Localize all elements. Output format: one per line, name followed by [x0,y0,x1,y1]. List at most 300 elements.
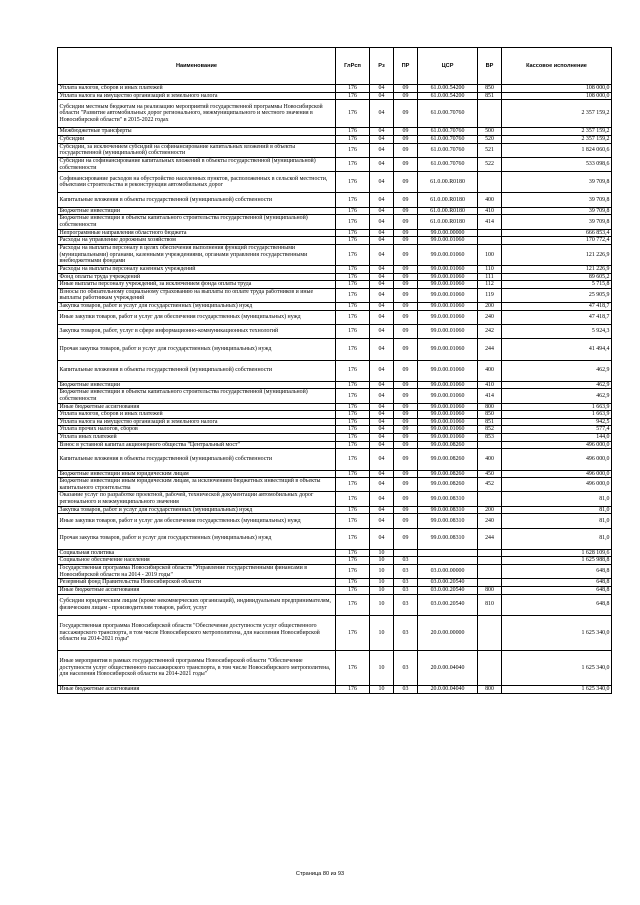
cell-pr: 03 [394,586,418,594]
cell-glrsp: 176 [336,418,370,426]
table-row [58,135,612,143]
cell-rz: 04 [370,478,394,492]
cell-rz: 10 [370,579,394,587]
cell-vr: 240 [478,514,502,528]
cell-name: Уплата налогов, сборов и иных платежей [58,85,336,93]
cell-pr: 09 [394,426,418,434]
cell-cash-execution: 121 226,9 [502,266,612,274]
cell-vr: 850 [478,85,502,93]
cell-glrsp: 176 [336,441,370,449]
cell-rz: 04 [370,237,394,245]
cell-rz: 04 [370,193,394,207]
cell-cash-execution: 942,5 [502,418,612,426]
header-rz: Рз [370,48,394,85]
cell-pr: 03 [394,615,418,650]
cell-glrsp: 176 [336,478,370,492]
cell-pr: 03 [394,557,418,565]
cell-glrsp: 176 [336,303,370,311]
cell-cash-execution: 108 000,0 [502,85,612,93]
cell-csr: 99.0.00.08260 [418,470,478,478]
cell-glrsp: 176 [336,135,370,143]
cell-csr: 99.0.00.01060 [418,237,478,245]
cell-csr: 20.0.00.00000 [418,615,478,650]
cell-pr: 09 [394,389,418,403]
cell-glrsp: 176 [336,143,370,157]
cell-cash-execution: 2 357 159,2 [502,100,612,128]
table-row [58,411,612,419]
cell-pr: 09 [394,470,418,478]
cell-vr [478,172,502,193]
table-row [58,389,612,403]
cell-rz: 04 [370,288,394,302]
cell-rz: 04 [370,143,394,157]
cell-name: Социальное обеспечение населения [58,557,336,565]
cell-rz: 10 [370,549,394,557]
cell-name: Прочая закупка товаров, работ и услуг для государственных (муниципальных) нужд [58,528,336,549]
table-row [58,586,612,594]
cell-csr: 99.0.00.01060 [418,339,478,360]
cell-vr [478,557,502,565]
cell-pr: 09 [394,207,418,215]
cell-csr: 99.0.00.08260 [418,441,478,449]
table-row [58,157,612,171]
cell-rz: 04 [370,449,394,470]
table-row [58,492,612,506]
cell-rz: 04 [370,434,394,442]
cell-pr: 09 [394,303,418,311]
table-row [58,594,612,615]
cell-name: Межбюджетные трансферты [58,128,336,136]
cell-glrsp: 176 [336,310,370,324]
cell-name: Расходы на выплаты персоналу в целях обеспечения выполнения функций государственными (муниципальными) органами, казенными учреждениями, органами управления государственными внебюджетными фондами [58,244,336,265]
cell-vr: 110 [478,266,502,274]
table-row [58,172,612,193]
table-row [58,229,612,237]
cell-csr: 99.0.00.01060 [418,411,478,419]
cell-csr: 99.0.00.01060 [418,360,478,381]
cell-cash-execution: 496 000,0 [502,478,612,492]
table-row [58,273,612,281]
cell-rz: 04 [370,389,394,403]
cell-pr: 09 [394,478,418,492]
cell-pr: 09 [394,143,418,157]
table-row [58,281,612,289]
cell-rz: 04 [370,514,394,528]
cell-rz: 04 [370,506,394,514]
table-row [58,215,612,229]
cell-pr: 09 [394,193,418,207]
cell-name: Закупка товаров, работ, услуг в сфере информационно-коммуникационных технологий [58,325,336,339]
table-row [58,686,612,694]
cell-name: Капитальные вложения в объекты государственной (муниципальной) собственности [58,193,336,207]
cell-glrsp: 176 [336,288,370,302]
budget-table [57,47,612,694]
cell-vr: 100 [478,244,502,265]
cell-pr: 09 [394,281,418,289]
cell-rz: 04 [370,281,394,289]
cell-cash-execution: 1 625 340,0 [502,615,612,650]
table-row [58,266,612,274]
cell-vr: 414 [478,215,502,229]
table-row [58,615,612,650]
cell-name: Фонд оплаты труда учреждений [58,273,336,281]
cell-glrsp: 176 [336,237,370,245]
table-row [58,360,612,381]
cell-vr: 111 [478,273,502,281]
table-row [58,506,612,514]
cell-csr: 99.0.00.01060 [418,426,478,434]
cell-csr: 99.0.00.01060 [418,325,478,339]
cell-cash-execution: 1 625 340,0 [502,686,612,694]
cell-name: Субсидии местным бюджетам на реализацию мероприятий государственной программы Новосибирской области "Развитие автомобильных дорог регионального, межмуниципального и местного значения в Новосибирской области" в 2015-2022 годах [58,100,336,128]
cell-vr: 119 [478,288,502,302]
cell-glrsp: 176 [336,281,370,289]
cell-cash-execution: 144,0 [502,434,612,442]
cell-glrsp: 176 [336,157,370,171]
cell-rz: 04 [370,92,394,100]
cell-cash-execution: 1 663,9 [502,411,612,419]
cell-glrsp: 176 [336,92,370,100]
cell-vr: 800 [478,586,502,594]
cell-pr: 09 [394,403,418,411]
table-row [58,207,612,215]
cell-rz: 04 [370,339,394,360]
cell-vr: 112 [478,281,502,289]
cell-rz: 04 [370,303,394,311]
cell-rz: 04 [370,266,394,274]
cell-pr [394,549,418,557]
cell-vr: 851 [478,418,502,426]
cell-csr: 99.0.00.01060 [418,310,478,324]
cell-cash-execution: 47 418,7 [502,310,612,324]
cell-pr: 09 [394,92,418,100]
cell-cash-execution: 533 098,6 [502,157,612,171]
cell-cash-execution: 39 709,8 [502,193,612,207]
table-row [58,237,612,245]
cell-csr: 03.0.00.20540 [418,594,478,615]
cell-glrsp: 176 [336,244,370,265]
cell-rz: 04 [370,310,394,324]
cell-name: Субсидии, за исключением субсидий на софинансирование капитальных вложений в объекты государственной (муниципальной) собственности [58,143,336,157]
cell-cash-execution: 81,0 [502,506,612,514]
table-row [58,303,612,311]
cell-name: Уплата налога на имущество организаций и земельного налога [58,92,336,100]
cell-glrsp: 176 [336,650,370,685]
cell-csr: 99.0.00.01060 [418,281,478,289]
table-row [58,650,612,685]
cell-glrsp: 176 [336,229,370,237]
cell-cash-execution: 462,9 [502,360,612,381]
cell-vr: 452 [478,478,502,492]
cell-cash-execution: 1 628 109,6 [502,549,612,557]
cell-name: Государственная программа Новосибирской области "Обеспечение доступности услуг общественного пассажирского транспорта, в том числе Новосибирского метрополитена, для населения Новосибирской области на 2014-2021 годы" [58,615,336,650]
table-row [58,288,612,302]
cell-name: Резервный фонд Правительства Новосибирской области [58,579,336,587]
cell-pr: 09 [394,325,418,339]
cell-cash-execution: 81,0 [502,514,612,528]
cell-name: Софинансирование расходов на обустройство населенных пунктов, расположенных в сельской местности, объектами строительства и реконструкции автомобильных дорог [58,172,336,193]
cell-name: Капитальные вложения в объекты государственной (муниципальной) собственности [58,449,336,470]
cell-pr: 09 [394,310,418,324]
cell-glrsp: 176 [336,273,370,281]
cell-cash-execution: 462,9 [502,381,612,389]
cell-csr: 61.0.00.R0180 [418,193,478,207]
cell-glrsp: 176 [336,594,370,615]
cell-csr: 99.0.00.01060 [418,288,478,302]
table-row [58,579,612,587]
cell-name: Бюджетные инвестиции [58,207,336,215]
table-row [58,557,612,565]
cell-csr: 20.0.00.04040 [418,650,478,685]
cell-pr: 09 [394,434,418,442]
cell-vr: 850 [478,411,502,419]
cell-csr: 61.0.00.54200 [418,92,478,100]
cell-rz: 04 [370,492,394,506]
cell-pr: 03 [394,565,418,579]
cell-glrsp: 176 [336,492,370,506]
cell-cash-execution: 496 000,0 [502,470,612,478]
cell-rz: 10 [370,586,394,594]
table-row [58,549,612,557]
cell-vr [478,237,502,245]
cell-rz: 04 [370,273,394,281]
cell-name: Расходы на выплаты персоналу казенных учреждений [58,266,336,274]
cell-csr: 99.0.00.01060 [418,434,478,442]
cell-csr: 99.0.00.08260 [418,449,478,470]
cell-pr: 09 [394,135,418,143]
cell-csr: 99.0.00.08260 [418,478,478,492]
cell-csr: 61.0.00.54200 [418,85,478,93]
table-row [58,441,612,449]
cell-pr: 09 [394,360,418,381]
cell-name: Субсидии юридическим лицам (кроме некоммерческих организаций), индивидуальным предпринимателям, физическим лицам - производителям товаров, работ, услуг [58,594,336,615]
cell-name: Иные бюджетные ассигнования [58,586,336,594]
cell-name: Субсидии [58,135,336,143]
cell-csr [418,549,478,557]
cell-pr: 09 [394,381,418,389]
cell-vr: 414 [478,389,502,403]
cell-rz: 04 [370,229,394,237]
cell-name: Взносы по обязательному социальному страхованию на выплаты по оплате труда работников и иные выплаты работникам учреждений [58,288,336,302]
cell-vr [478,650,502,685]
cell-name: Бюджетные инвестиции в объекты капитального строительства государственной (муниципальной) собственности [58,215,336,229]
cell-rz: 04 [370,426,394,434]
cell-pr: 09 [394,237,418,245]
cell-cash-execution: 496 000,0 [502,449,612,470]
table-body [58,85,612,694]
cell-glrsp: 176 [336,586,370,594]
cell-pr: 03 [394,650,418,685]
cell-name: Иные закупки товаров, работ и услуг для обеспечения государственных (муниципальных) нужд [58,514,336,528]
cell-csr: 99.0.00.08310 [418,528,478,549]
cell-rz: 10 [370,615,394,650]
cell-csr: 99.0.00.01060 [418,266,478,274]
cell-vr: 500 [478,128,502,136]
header-csr: ЦСР [418,48,478,85]
table-row [58,514,612,528]
cell-cash-execution: 2 357 159,2 [502,135,612,143]
cell-vr: 200 [478,303,502,311]
cell-pr: 09 [394,172,418,193]
cell-glrsp: 176 [336,434,370,442]
cell-name: Оказание услуг по разработке проектной, рабочей, технической документации автомобильных дорог регионального и межмуниципального значения [58,492,336,506]
cell-glrsp: 176 [336,172,370,193]
table-row [58,128,612,136]
cell-cash-execution: 1 824 060,6 [502,143,612,157]
cell-cash-execution: 47 418,7 [502,303,612,311]
cell-name: Расходы на управление дорожным хозяйством [58,237,336,245]
cell-glrsp: 176 [336,389,370,403]
cell-csr: 61.0.00.70760 [418,135,478,143]
cell-name: Бюджетные инвестиции в объекты капитального строительства государственной (муниципальной) собственности [58,389,336,403]
cell-rz: 10 [370,565,394,579]
header-vr: ВР [478,48,502,85]
cell-cash-execution: 577,4 [502,426,612,434]
cell-name: Уплата налогов, сборов и иных платежей [58,411,336,419]
cell-vr: 522 [478,157,502,171]
cell-csr: 03.0.00.00000 [418,565,478,579]
cell-name: Иные выплаты персоналу учреждений, за исключением фонда оплаты труда [58,281,336,289]
cell-csr: 20.0.00.04040 [418,686,478,694]
cell-cash-execution: 81,0 [502,528,612,549]
cell-vr [478,565,502,579]
cell-rz: 04 [370,135,394,143]
cell-csr: 99.0.00.01060 [418,381,478,389]
cell-pr: 03 [394,686,418,694]
table-header-row [58,48,612,85]
cell-pr: 09 [394,506,418,514]
cell-rz: 04 [370,441,394,449]
cell-name: Уплата налога на имущество организаций и земельного налога [58,418,336,426]
cell-pr: 09 [394,418,418,426]
cell-pr: 09 [394,157,418,171]
cell-name: Иные мероприятия в рамках государственной программы Новосибирской области "Обеспечение доступности услуг общественного пассажирского транспорта, в том числе Новосибирского метрополитена, для населения Новосибирской области на 2014-2021 годы" [58,650,336,685]
cell-csr: 61.0.00.70760 [418,157,478,171]
cell-glrsp: 176 [336,381,370,389]
cell-name: Закупка товаров, работ и услуг для государственных (муниципальных) нужд [58,506,336,514]
cell-csr: 99.0.00.01060 [418,418,478,426]
cell-vr: 410 [478,207,502,215]
table-row [58,403,612,411]
cell-csr: 99.0.00.01060 [418,389,478,403]
cell-cash-execution: 2 357 159,2 [502,128,612,136]
page-number: Страница 80 из 93 [295,871,345,877]
cell-vr: 410 [478,381,502,389]
table-row [58,478,612,492]
cell-pr: 09 [394,288,418,302]
cell-pr: 09 [394,215,418,229]
cell-rz: 04 [370,128,394,136]
table-row [58,92,612,100]
cell-cash-execution: 108 000,0 [502,92,612,100]
cell-rz: 04 [370,325,394,339]
cell-cash-execution: 41 494,4 [502,339,612,360]
cell-vr: 521 [478,143,502,157]
cell-csr: 99.0.00.08310 [418,492,478,506]
cell-glrsp: 176 [336,449,370,470]
cell-rz: 04 [370,244,394,265]
cell-name: Иные бюджетные ассигнования [58,686,336,694]
cell-name: Закупка товаров, работ и услуг для государственных (муниципальных) нужд [58,303,336,311]
cell-glrsp: 176 [336,266,370,274]
cell-rz: 04 [370,85,394,93]
cell-pr: 09 [394,229,418,237]
cell-glrsp: 176 [336,557,370,565]
cell-vr: 800 [478,403,502,411]
header-pr: ПР [394,48,418,85]
cell-pr: 09 [394,273,418,281]
cell-glrsp: 176 [336,615,370,650]
cell-csr: 99.0.00.01060 [418,273,478,281]
cell-vr: 853 [478,434,502,442]
cell-pr: 03 [394,594,418,615]
cell-csr: 61.0.00.R0180 [418,172,478,193]
cell-cash-execution: 39 709,8 [502,215,612,229]
cell-name: Уплата иных платежей [58,434,336,442]
table-row [58,418,612,426]
cell-rz: 10 [370,686,394,694]
cell-vr [478,579,502,587]
cell-cash-execution: 25 905,9 [502,288,612,302]
cell-vr [478,229,502,237]
cell-pr: 09 [394,411,418,419]
cell-name: Бюджетные инвестиции иным юридическим лицам [58,470,336,478]
cell-vr: 244 [478,339,502,360]
cell-vr: 810 [478,594,502,615]
cell-rz: 04 [370,360,394,381]
cell-glrsp: 176 [336,207,370,215]
cell-cash-execution: 170 772,4 [502,237,612,245]
cell-rz: 04 [370,207,394,215]
cell-cash-execution: 666 853,4 [502,229,612,237]
cell-rz: 04 [370,403,394,411]
cell-pr: 09 [394,100,418,128]
table-row [58,244,612,265]
cell-cash-execution: 121 226,9 [502,244,612,265]
cell-pr: 09 [394,128,418,136]
cell-glrsp: 176 [336,403,370,411]
cell-cash-execution: 5 715,8 [502,281,612,289]
cell-pr: 09 [394,528,418,549]
cell-pr: 09 [394,449,418,470]
cell-glrsp: 176 [336,686,370,694]
cell-rz: 04 [370,381,394,389]
cell-pr: 09 [394,85,418,93]
cell-name: Субсидии на софинансирование капитальных вложений в объекты государственной (муниципальной) собственности [58,157,336,171]
cell-cash-execution: 648,8 [502,579,612,587]
cell-rz: 04 [370,470,394,478]
cell-vr: 851 [478,92,502,100]
cell-pr: 09 [394,339,418,360]
cell-csr: 99.0.00.00000 [418,229,478,237]
cell-vr: 450 [478,470,502,478]
cell-name: Прочая закупка товаров, работ и услуг для государственных (муниципальных) нужд [58,339,336,360]
table-row [58,100,612,128]
table-row [58,325,612,339]
cell-cash-execution: 462,9 [502,389,612,403]
cell-glrsp: 176 [336,514,370,528]
cell-glrsp: 176 [336,411,370,419]
cell-glrsp: 176 [336,549,370,557]
cell-pr: 09 [394,441,418,449]
cell-glrsp: 176 [336,360,370,381]
cell-cash-execution: 5 924,3 [502,325,612,339]
cell-vr: 242 [478,325,502,339]
cell-vr: 852 [478,426,502,434]
cell-pr: 03 [394,579,418,587]
cell-vr [478,441,502,449]
cell-cash-execution: 648,8 [502,586,612,594]
